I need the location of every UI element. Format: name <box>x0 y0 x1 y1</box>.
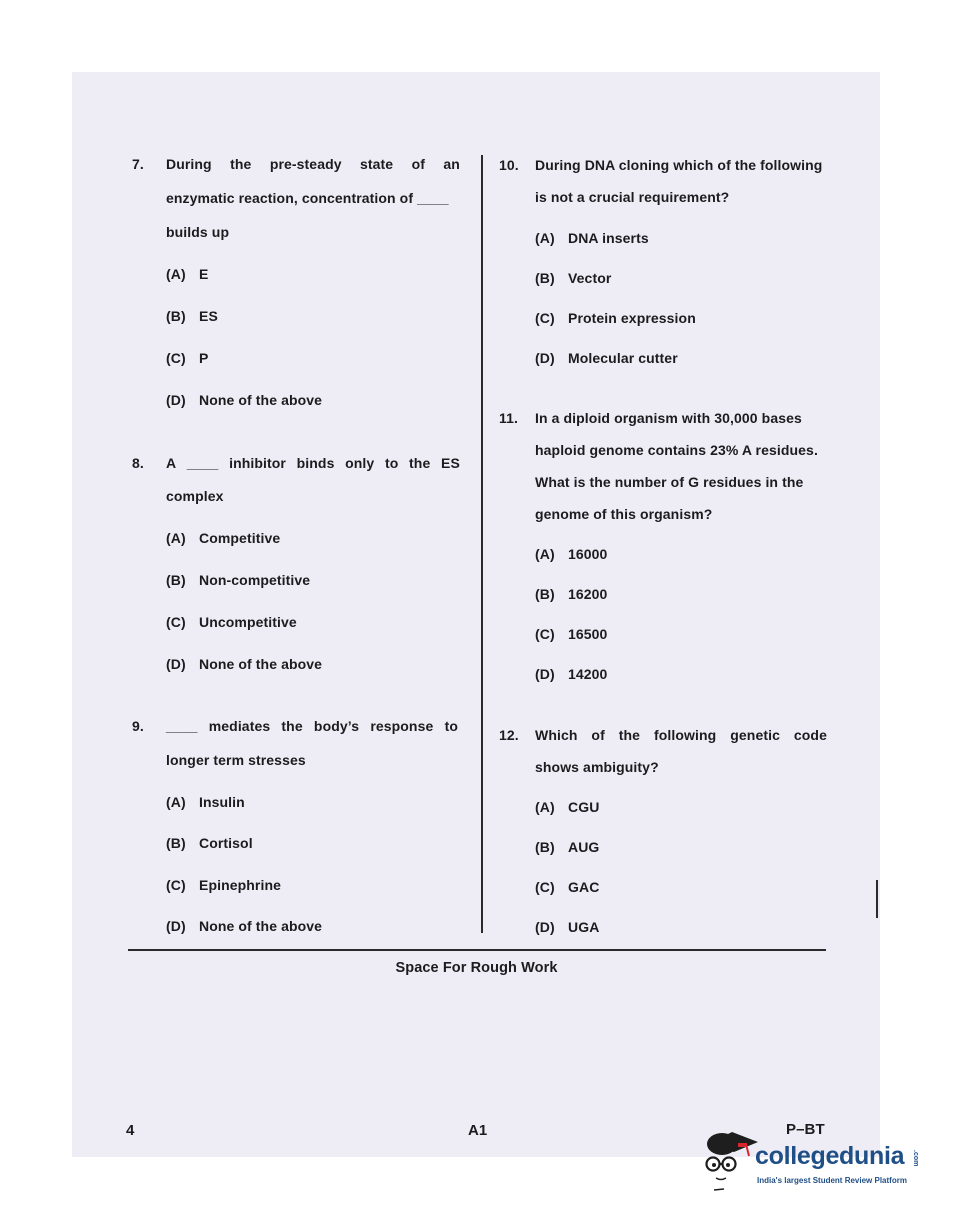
answer-option: (A) 16000 <box>535 546 608 562</box>
paper-code: P–BT <box>786 1121 825 1138</box>
question-number: 12. <box>499 727 519 743</box>
question-text-line: genome of this organism? <box>535 506 713 522</box>
answer-option: (C) Uncompetitive <box>166 614 297 630</box>
logo-wordmark: collegedunia <box>755 1142 905 1170</box>
question-text-line: ____ mediates the body’s response to <box>166 718 458 734</box>
question-number: 10. <box>499 157 519 173</box>
answer-option: (D) Molecular cutter <box>535 350 678 366</box>
question-number: 9. <box>132 718 144 734</box>
question-number: 7. <box>132 156 144 172</box>
question-text-line: During DNA cloning which of the following <box>535 157 823 173</box>
column-divider <box>481 155 483 933</box>
answer-option: (D) None of the above <box>166 918 323 934</box>
rough-work-label: Space For Rough Work <box>395 960 558 976</box>
question-text-line: is not a crucial requirement? <box>535 189 730 205</box>
collegedunia-logo <box>700 1122 922 1194</box>
answer-option: (C) Epinephrine <box>166 877 281 893</box>
answer-option: (B) AUG <box>535 839 600 855</box>
rough-work-divider <box>128 949 826 951</box>
answer-option: (B) Cortisol <box>166 835 253 851</box>
answer-option: (B) ES <box>166 308 218 324</box>
answer-option: (C) GAC <box>535 879 600 895</box>
answer-option: (D) UGA <box>535 919 600 935</box>
question-text-line: complex <box>166 488 224 504</box>
answer-option: (D) 14200 <box>535 666 608 682</box>
question-text-line: In a diploid organism with 30,000 bases <box>535 410 802 426</box>
question-text-line: What is the number of G residues in the <box>535 474 804 490</box>
answer-option: (C) P <box>166 350 209 366</box>
graduate-mascot-icon <box>700 1122 760 1194</box>
answer-option: (C) Protein expression <box>535 310 696 326</box>
answer-option: (C) 16500 <box>535 626 608 642</box>
answer-option: (A) E <box>166 266 209 282</box>
question-text-line: enzymatic reaction, concentration of ____ <box>166 190 449 206</box>
answer-option: (D) None of the above <box>166 392 323 408</box>
question-text-line: Which of the following genetic code <box>535 727 827 743</box>
question-number: 11. <box>499 410 518 426</box>
answer-option: (A) DNA inserts <box>535 230 649 246</box>
answer-option: (B) Vector <box>535 270 612 286</box>
answer-option: (B) Non-competitive <box>166 572 311 588</box>
booklet-code: A1 <box>468 1122 488 1139</box>
question-text-line: During the pre-steady state of an <box>166 156 460 172</box>
answer-option: (A) Insulin <box>166 794 245 810</box>
page-edge-mark <box>876 880 878 918</box>
question-text-line: shows ambiguity? <box>535 759 659 775</box>
question-text-line: haploid genome contains 23% A residues. <box>535 442 818 458</box>
answer-option: (A) Competitive <box>166 530 281 546</box>
page-number: 4 <box>126 1122 135 1139</box>
question-number: 8. <box>132 455 144 471</box>
answer-option: (D) None of the above <box>166 656 323 672</box>
answer-option: (B) 16200 <box>535 586 608 602</box>
question-text-line: longer term stresses <box>166 752 306 768</box>
logo-domain-suffix: .com <box>912 1150 919 1167</box>
question-text-line: A ____ inhibitor binds only to the ES <box>166 455 460 471</box>
answer-option: (A) CGU <box>535 799 600 815</box>
logo-tagline: India's largest Student Review Platform <box>757 1176 907 1185</box>
question-text-line: builds up <box>166 224 230 240</box>
